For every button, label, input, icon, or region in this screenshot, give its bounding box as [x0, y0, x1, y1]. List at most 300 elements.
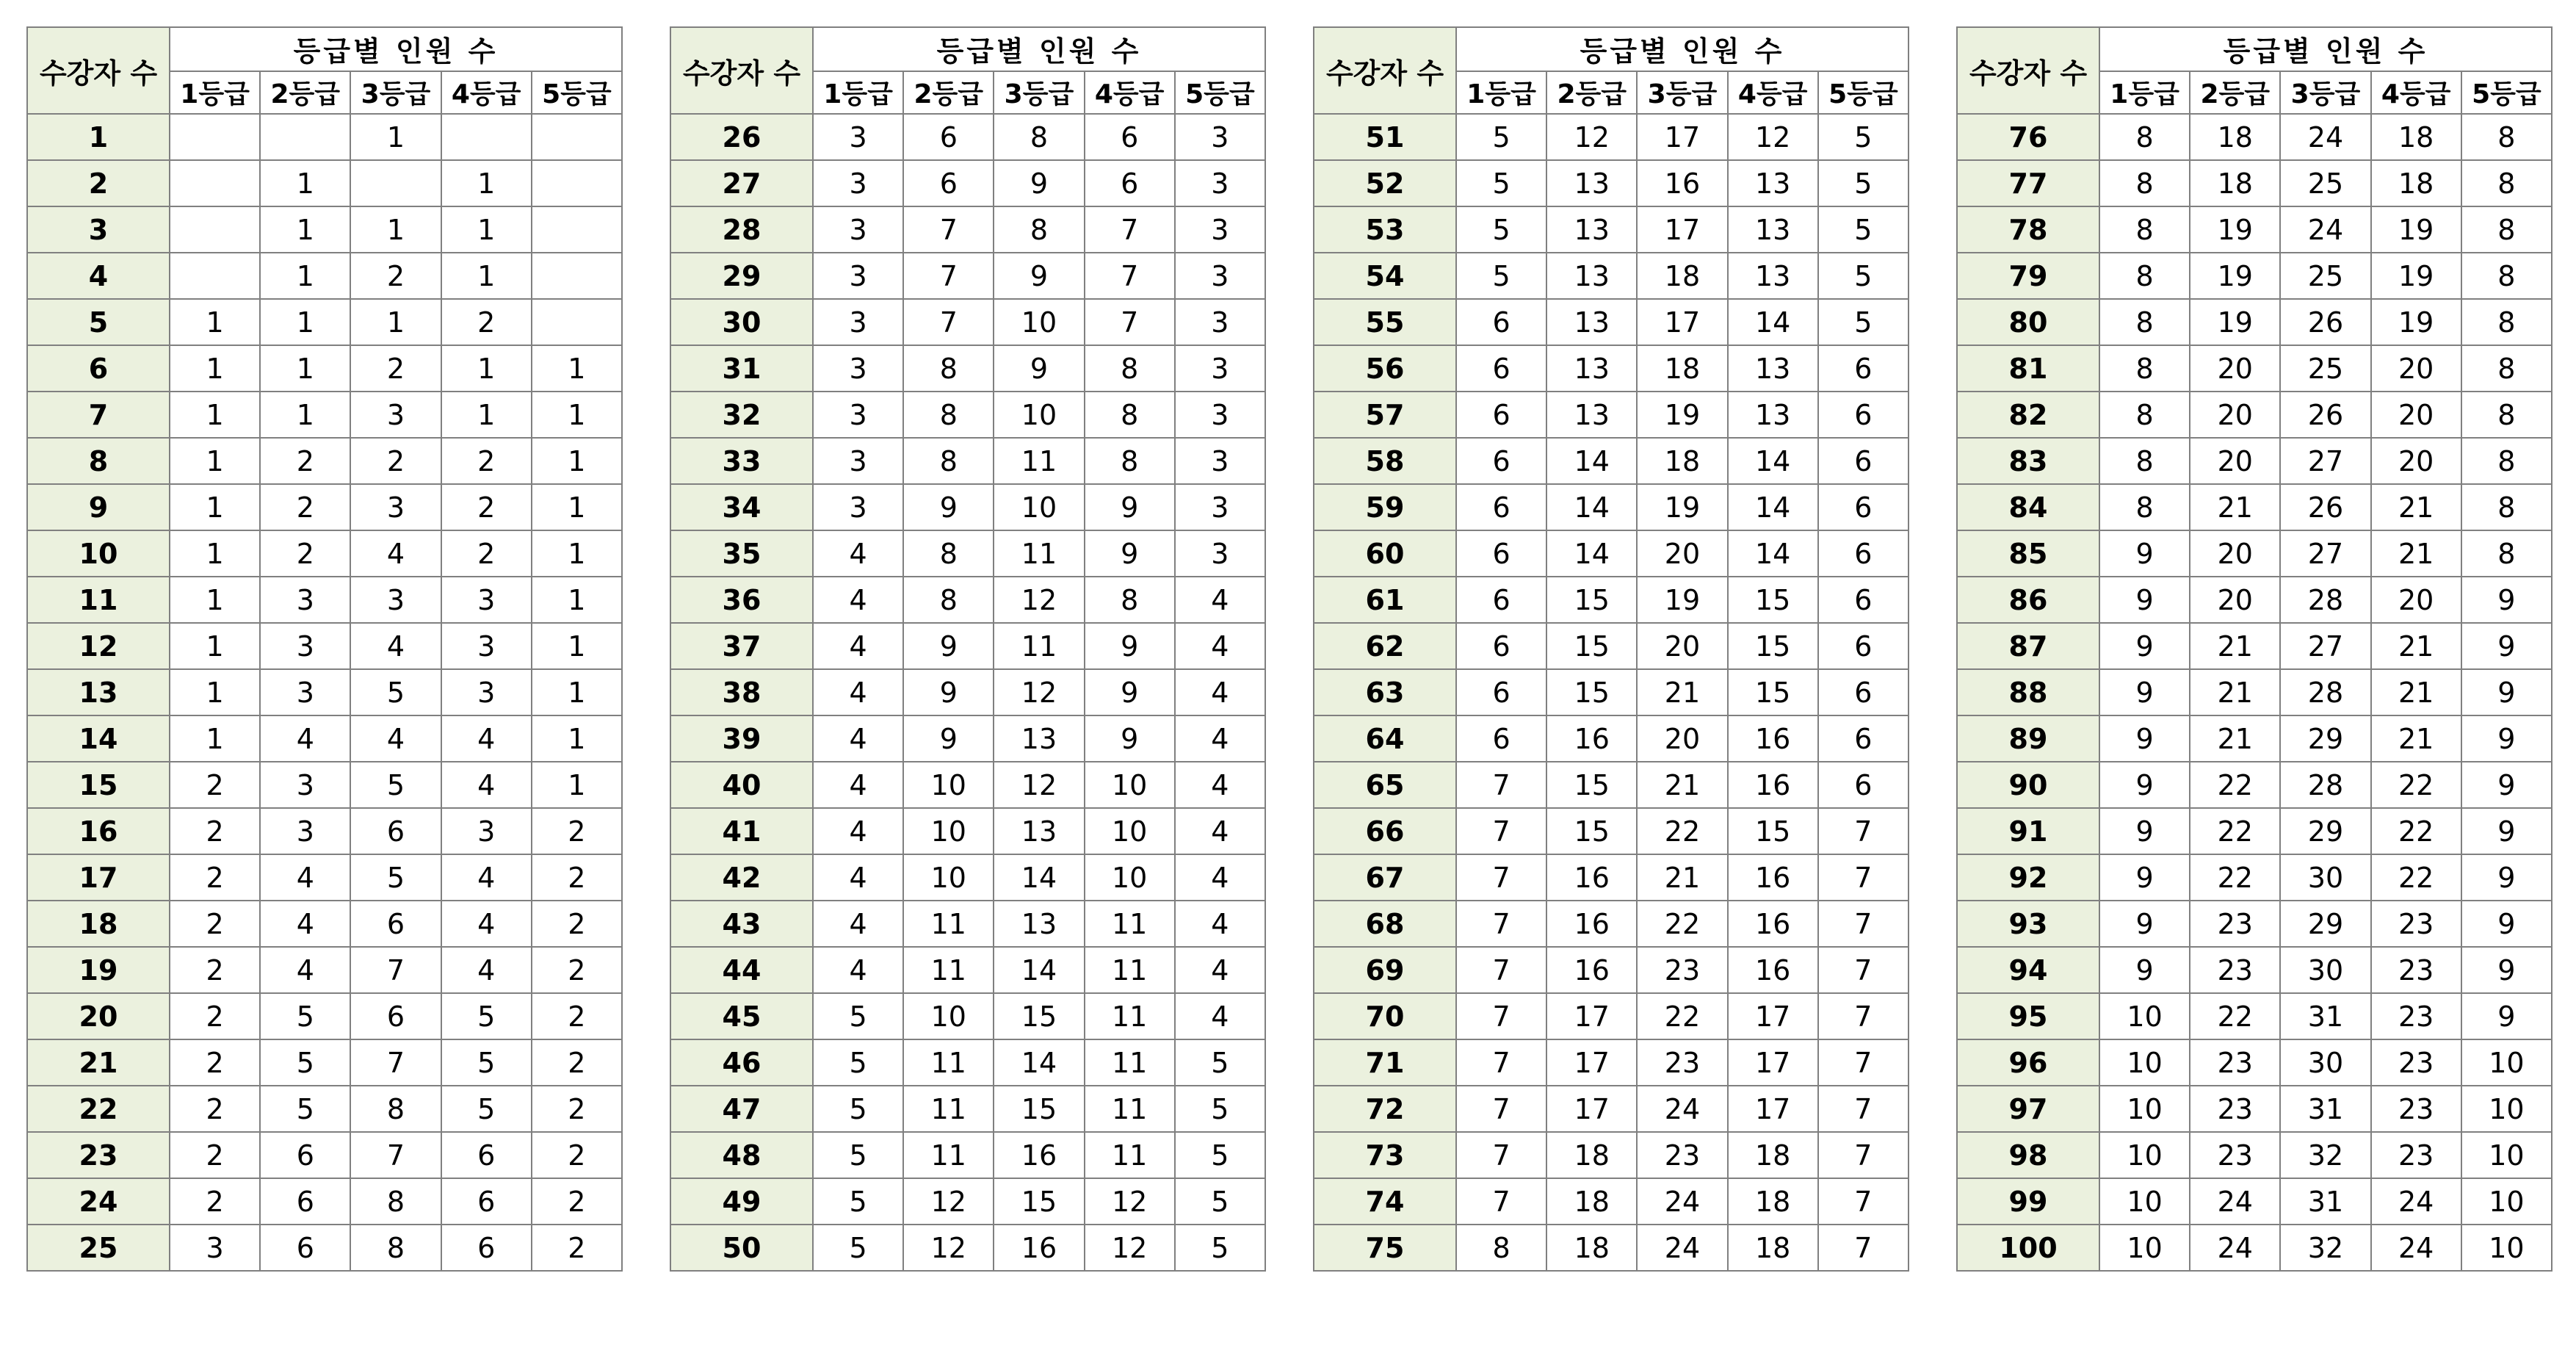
grade-3-count-cell: 29	[2280, 808, 2370, 854]
grade-2-count-cell: 12	[903, 1178, 994, 1225]
grade-5-count-cell: 5	[1818, 299, 1909, 345]
grade-2-count-cell: 20	[2190, 345, 2280, 392]
grade-4-count-cell: 13	[1728, 392, 1818, 438]
grade-4-count-cell: 1	[441, 206, 532, 253]
grade-2-count-cell: 17	[1546, 993, 1637, 1039]
table-row	[1314, 438, 1909, 484]
grade-3-count-cell: 31	[2280, 1086, 2370, 1132]
grade-4-count-cell: 1	[441, 253, 532, 299]
grade-5-count-cell: 5	[1818, 160, 1909, 206]
grade-2-count-cell: 18	[2190, 114, 2280, 160]
grade-3-header: 3등급	[1637, 71, 1727, 114]
student-count-cell: 76	[1957, 114, 2099, 160]
grade-3-count-cell: 6	[350, 808, 441, 854]
table-row	[1314, 854, 1909, 901]
grade-5-count-cell: 9	[2461, 808, 2552, 854]
grade-5-count-cell: 6	[1818, 484, 1909, 530]
grade-3-count-cell: 18	[1637, 438, 1727, 484]
grade-1-count-cell: 2	[170, 808, 260, 854]
grade-4-count-cell: 15	[1728, 669, 1818, 715]
grade-5-count-cell: 1	[532, 484, 622, 530]
grade-3-count-cell: 25	[2280, 160, 2370, 206]
grade-2-count-cell: 8	[903, 438, 994, 484]
grade-4-count-cell: 3	[441, 623, 532, 669]
student-count-cell: 27	[670, 160, 813, 206]
student-count-cell: 69	[1314, 947, 1456, 993]
grade-2-count-cell: 3	[260, 762, 350, 808]
grade-1-count-cell: 7	[1456, 901, 1546, 947]
grade-2-count-cell: 1	[260, 253, 350, 299]
student-count-cell: 92	[1957, 854, 2099, 901]
grade-5-count-cell: 7	[1818, 1039, 1909, 1086]
grade-5-count-cell: 7	[1818, 901, 1909, 947]
grade-2-count-cell: 20	[2190, 530, 2280, 577]
student-count-cell: 31	[670, 345, 813, 392]
student-count-cell: 24	[27, 1178, 170, 1225]
grade-5-count-cell: 3	[1175, 160, 1265, 206]
table-row	[1957, 577, 2552, 623]
grade-2-count-cell: 13	[1546, 206, 1637, 253]
grade-2-count-cell: 10	[903, 808, 994, 854]
grade-5-count-cell: 6	[1818, 623, 1909, 669]
grade-1-count-cell: 4	[813, 577, 903, 623]
grade-4-count-cell: 2	[441, 484, 532, 530]
student-count-cell: 75	[1314, 1225, 1456, 1271]
grade-1-count-cell: 2	[170, 901, 260, 947]
grade-2-count-cell: 17	[1546, 1039, 1637, 1086]
grade-5-count-cell: 6	[1818, 530, 1909, 577]
grade-1-count-cell: 4	[813, 947, 903, 993]
grade-1-count-cell: 8	[1456, 1225, 1546, 1271]
table-row	[1957, 947, 2552, 993]
grade-2-count-cell: 6	[903, 160, 994, 206]
grade-2-count-cell: 12	[1546, 114, 1637, 160]
student-count-cell: 19	[27, 947, 170, 993]
grade-3-count-cell: 8	[350, 1225, 441, 1271]
student-count-cell: 12	[27, 623, 170, 669]
grade-3-count-cell: 27	[2280, 438, 2370, 484]
grade-3-count-cell: 22	[1637, 993, 1727, 1039]
grade-3-count-cell: 23	[1637, 1132, 1727, 1178]
grade-5-count-cell: 7	[1818, 1178, 1909, 1225]
student-count-cell: 99	[1957, 1178, 2099, 1225]
grade-2-count-cell: 15	[1546, 577, 1637, 623]
grade-1-count-cell: 1	[170, 392, 260, 438]
grade-2-count-cell: 5	[260, 993, 350, 1039]
grade-5-count-cell	[532, 206, 622, 253]
grade-3-count-cell: 1	[350, 206, 441, 253]
grade-2-count-cell: 18	[1546, 1178, 1637, 1225]
grade-1-count-cell: 9	[2099, 715, 2190, 762]
grade-4-count-cell: 12	[1085, 1225, 1175, 1271]
grade-5-count-cell: 6	[1818, 345, 1909, 392]
student-count-cell: 94	[1957, 947, 2099, 993]
student-count-cell: 58	[1314, 438, 1456, 484]
grade-4-count-cell: 4	[441, 762, 532, 808]
grade-3-count-cell: 30	[2280, 854, 2370, 901]
grade-2-count-cell: 13	[1546, 345, 1637, 392]
student-count-cell: 52	[1314, 160, 1456, 206]
student-count-cell: 59	[1314, 484, 1456, 530]
grade-2-count-cell: 3	[260, 669, 350, 715]
grade-5-count-cell: 7	[1818, 1086, 1909, 1132]
student-count-cell: 85	[1957, 530, 2099, 577]
student-count-cell: 86	[1957, 577, 2099, 623]
table-row	[670, 345, 1265, 392]
grade-4-count-cell: 9	[1085, 623, 1175, 669]
grade-3-header: 3등급	[350, 71, 441, 114]
grade-1-count-cell: 4	[813, 669, 903, 715]
grade-4-count-cell: 6	[1085, 114, 1175, 160]
grade-1-count-cell: 1	[170, 345, 260, 392]
grade-5-count-cell: 9	[2461, 762, 2552, 808]
grade-5-count-cell: 4	[1175, 762, 1265, 808]
grade-4-count-cell: 21	[2371, 715, 2461, 762]
grade-5-count-cell: 9	[2461, 577, 2552, 623]
table-row	[27, 854, 622, 901]
grade-3-count-cell: 8	[994, 206, 1084, 253]
table-row	[27, 484, 622, 530]
grade-5-header: 5등급	[532, 71, 622, 114]
table-row	[27, 114, 622, 160]
grade-4-count-cell: 23	[2371, 901, 2461, 947]
student-count-cell: 26	[670, 114, 813, 160]
grade-2-count-cell: 16	[1546, 901, 1637, 947]
grade-3-count-cell: 23	[1637, 1039, 1727, 1086]
table-row	[1957, 1225, 2552, 1271]
grade-1-count-cell: 4	[813, 808, 903, 854]
student-count-cell: 53	[1314, 206, 1456, 253]
table-row	[670, 438, 1265, 484]
grade-4-count-cell: 8	[1085, 345, 1175, 392]
student-count-cell: 29	[670, 253, 813, 299]
grade-4-count-cell: 13	[1728, 160, 1818, 206]
student-count-cell: 89	[1957, 715, 2099, 762]
grade-2-count-cell: 1	[260, 392, 350, 438]
grade-4-count-cell: 3	[441, 669, 532, 715]
grade-1-count-cell: 6	[1456, 438, 1546, 484]
grade-1-count-cell: 9	[2099, 669, 2190, 715]
grade-3-count-cell: 18	[1637, 345, 1727, 392]
grade-5-count-cell: 8	[2461, 160, 2552, 206]
grade-2-count-cell: 7	[903, 206, 994, 253]
grade-2-count-cell: 16	[1546, 947, 1637, 993]
student-count-cell: 42	[670, 854, 813, 901]
grade-5-count-cell: 3	[1175, 114, 1265, 160]
grade-4-count-cell: 7	[1085, 206, 1175, 253]
grade-1-count-cell: 8	[2099, 114, 2190, 160]
table-row	[27, 993, 622, 1039]
grade-2-count-cell: 1	[260, 160, 350, 206]
grade-4-count-cell: 1	[441, 345, 532, 392]
grade-5-count-cell: 6	[1818, 762, 1909, 808]
grade-1-count-cell: 6	[1456, 345, 1546, 392]
grade-2-count-cell: 22	[2190, 854, 2280, 901]
grade-5-count-cell: 10	[2461, 1178, 2552, 1225]
grade-5-count-cell: 4	[1175, 577, 1265, 623]
grade-1-count-cell: 2	[170, 1178, 260, 1225]
table-row	[1957, 623, 2552, 669]
grade-2-count-cell: 21	[2190, 484, 2280, 530]
student-count-cell: 56	[1314, 345, 1456, 392]
grade-1-count-cell: 7	[1456, 762, 1546, 808]
grade-2-count-cell: 20	[2190, 438, 2280, 484]
grade-group-header: 등급별 인원 수	[2099, 27, 2552, 71]
table-row	[1314, 669, 1909, 715]
table-row	[27, 715, 622, 762]
grade-2-count-cell: 23	[2190, 947, 2280, 993]
grade-2-count-cell: 15	[1546, 623, 1637, 669]
grade-2-count-cell: 15	[1546, 669, 1637, 715]
grade-3-count-cell: 28	[2280, 577, 2370, 623]
table-row	[1314, 1132, 1909, 1178]
grade-3-count-cell: 26	[2280, 299, 2370, 345]
student-count-cell: 10	[27, 530, 170, 577]
grade-5-count-cell: 7	[1818, 993, 1909, 1039]
grade-5-count-cell: 3	[1175, 484, 1265, 530]
grade-5-count-cell: 1	[532, 530, 622, 577]
table-row	[1957, 669, 2552, 715]
grade-2-count-cell: 14	[1546, 438, 1637, 484]
student-count-cell: 90	[1957, 762, 2099, 808]
grade-2-count-cell: 3	[260, 577, 350, 623]
grade-2-count-cell: 4	[260, 854, 350, 901]
table-row	[1957, 993, 2552, 1039]
student-count-cell: 15	[27, 762, 170, 808]
grade-4-count-cell: 23	[2371, 1086, 2461, 1132]
grade-1-count-cell: 10	[2099, 1225, 2190, 1271]
grade-3-count-cell: 19	[1637, 484, 1727, 530]
grade-3-count-cell: 15	[994, 993, 1084, 1039]
grade-3-count-cell: 10	[994, 392, 1084, 438]
grade-4-count-cell: 9	[1085, 715, 1175, 762]
grade-3-count-cell: 19	[1637, 577, 1727, 623]
grade-2-header: 2등급	[260, 71, 350, 114]
grade-2-count-cell: 23	[2190, 901, 2280, 947]
grade-3-count-cell: 24	[1637, 1225, 1727, 1271]
grade-4-count-cell: 9	[1085, 669, 1175, 715]
grade-1-count-cell: 9	[2099, 808, 2190, 854]
grade-3-count-cell: 1	[350, 299, 441, 345]
grade-5-count-cell: 8	[2461, 299, 2552, 345]
grade-1-header: 1등급	[170, 71, 260, 114]
grade-3-header: 3등급	[994, 71, 1084, 114]
grade-5-count-cell: 1	[532, 715, 622, 762]
grade-4-count-cell: 23	[2371, 1039, 2461, 1086]
grade-3-count-cell: 9	[994, 253, 1084, 299]
student-count-cell: 3	[27, 206, 170, 253]
grade-1-count-cell: 4	[813, 530, 903, 577]
grade-5-count-cell: 8	[2461, 530, 2552, 577]
grade-3-count-cell: 17	[1637, 206, 1727, 253]
grade-4-count-cell: 6	[441, 1132, 532, 1178]
grade-5-count-cell: 7	[1818, 854, 1909, 901]
grade-3-count-cell: 9	[994, 160, 1084, 206]
table-row	[1957, 299, 2552, 345]
grade-4-count-cell: 5	[441, 1039, 532, 1086]
student-count-cell: 2	[27, 160, 170, 206]
grade-1-count-cell: 7	[1456, 808, 1546, 854]
grade-1-count-cell	[170, 160, 260, 206]
grade-4-count-cell: 20	[2371, 392, 2461, 438]
grade-4-count-cell: 14	[1728, 438, 1818, 484]
grade-1-count-cell: 1	[170, 715, 260, 762]
table-row	[27, 577, 622, 623]
grade-5-count-cell: 1	[532, 623, 622, 669]
grade-2-count-cell: 21	[2190, 623, 2280, 669]
grade-1-count-cell: 4	[813, 854, 903, 901]
grade-1-count-cell: 6	[1456, 577, 1546, 623]
grade-5-count-cell: 7	[1818, 1132, 1909, 1178]
grade-3-count-cell: 24	[2280, 114, 2370, 160]
grade-1-count-cell: 2	[170, 1086, 260, 1132]
grade-5-count-cell: 1	[532, 577, 622, 623]
grade-4-count-cell: 5	[441, 993, 532, 1039]
grade-2-count-cell: 1	[260, 206, 350, 253]
grade-5-count-cell: 6	[1818, 438, 1909, 484]
grade-2-count-cell: 23	[2190, 1086, 2280, 1132]
grade-5-count-cell: 3	[1175, 206, 1265, 253]
grade-4-count-cell: 11	[1085, 947, 1175, 993]
grade-3-count-cell: 31	[2280, 993, 2370, 1039]
grade-1-count-cell: 10	[2099, 1086, 2190, 1132]
student-count-cell: 55	[1314, 299, 1456, 345]
student-count-cell: 28	[670, 206, 813, 253]
grade-1-count-cell: 3	[813, 392, 903, 438]
student-count-cell: 30	[670, 299, 813, 345]
student-count-cell: 96	[1957, 1039, 2099, 1086]
grade-3-count-cell: 8	[350, 1086, 441, 1132]
grade-1-count-cell: 3	[170, 1225, 260, 1271]
student-count-cell: 95	[1957, 993, 2099, 1039]
grade-1-count-cell: 7	[1456, 1178, 1546, 1225]
table-row	[1314, 1086, 1909, 1132]
table-row	[670, 530, 1265, 577]
table-row	[27, 1086, 622, 1132]
grade-group-header: 등급별 인원 수	[170, 27, 622, 71]
table-row	[1957, 160, 2552, 206]
grade-3-count-cell: 4	[350, 530, 441, 577]
grade-2-count-cell: 4	[260, 947, 350, 993]
grade-1-count-cell: 10	[2099, 1039, 2190, 1086]
grade-3-count-cell: 26	[2280, 392, 2370, 438]
grade-5-count-cell: 1	[532, 669, 622, 715]
grade-3-count-cell: 12	[994, 577, 1084, 623]
grade-3-count-cell: 3	[350, 484, 441, 530]
grade-5-count-cell: 2	[532, 901, 622, 947]
table-row	[1314, 762, 1909, 808]
table-row	[1314, 253, 1909, 299]
grade-2-count-cell	[260, 114, 350, 160]
grade-3-count-cell: 11	[994, 438, 1084, 484]
grade-2-count-cell: 23	[2190, 1132, 2280, 1178]
grade-2-count-cell: 23	[2190, 1039, 2280, 1086]
table-row	[27, 253, 622, 299]
grade-4-count-cell: 13	[1728, 206, 1818, 253]
grade-5-count-cell: 9	[2461, 669, 2552, 715]
grade-5-count-cell: 3	[1175, 345, 1265, 392]
table-row	[1957, 484, 2552, 530]
grade-2-count-cell: 2	[260, 438, 350, 484]
grade-1-count-cell: 8	[2099, 206, 2190, 253]
grade-2-count-cell: 5	[260, 1039, 350, 1086]
grade-5-count-cell: 5	[1175, 1039, 1265, 1086]
grade-2-count-cell: 14	[1546, 530, 1637, 577]
students-header: 수강자 수	[27, 27, 170, 114]
grade-4-count-cell: 2	[441, 299, 532, 345]
grade-2-count-cell: 8	[903, 345, 994, 392]
student-count-cell: 17	[27, 854, 170, 901]
grade-4-count-cell: 18	[1728, 1132, 1818, 1178]
grade-5-header: 5등급	[1818, 71, 1909, 114]
grade-3-count-cell: 2	[350, 438, 441, 484]
grade-4-count-cell: 16	[1728, 854, 1818, 901]
grade-1-count-cell: 1	[170, 484, 260, 530]
student-count-cell: 98	[1957, 1132, 2099, 1178]
student-count-cell: 71	[1314, 1039, 1456, 1086]
grade-5-count-cell: 7	[1818, 1225, 1909, 1271]
student-count-cell: 64	[1314, 715, 1456, 762]
student-count-cell: 61	[1314, 577, 1456, 623]
grade-2-count-cell: 6	[260, 1225, 350, 1271]
student-count-cell: 40	[670, 762, 813, 808]
grade-1-count-cell: 3	[813, 484, 903, 530]
grade-1-count-cell: 4	[813, 762, 903, 808]
grade-3-count-cell: 15	[994, 1086, 1084, 1132]
grade-2-count-cell: 21	[2190, 669, 2280, 715]
grade-3-count-cell: 17	[1637, 114, 1727, 160]
grade-4-count-cell: 11	[1085, 901, 1175, 947]
grade-4-count-cell: 16	[1728, 901, 1818, 947]
grade-3-count-cell: 9	[994, 345, 1084, 392]
table-row	[27, 392, 622, 438]
grade-3-count-cell: 13	[994, 715, 1084, 762]
grade-3-count-cell: 12	[994, 669, 1084, 715]
grade-3-count-cell: 4	[350, 715, 441, 762]
table-row	[1314, 993, 1909, 1039]
grade-4-count-cell: 23	[2371, 993, 2461, 1039]
grade-4-count-cell: 3	[441, 577, 532, 623]
grade-1-count-cell: 1	[170, 577, 260, 623]
table-row	[670, 206, 1265, 253]
grade-4-count-cell: 15	[1728, 623, 1818, 669]
table-row	[27, 808, 622, 854]
grade-2-count-cell: 4	[260, 901, 350, 947]
grade-2-count-cell: 11	[903, 901, 994, 947]
grade-3-count-cell: 21	[1637, 669, 1727, 715]
grade-5-count-cell: 5	[1175, 1178, 1265, 1225]
grade-4-count-cell: 20	[2371, 438, 2461, 484]
grade-4-count-cell: 14	[1728, 299, 1818, 345]
grade-1-count-cell: 7	[1456, 1039, 1546, 1086]
grade-2-count-cell: 10	[903, 854, 994, 901]
grade-1-count-cell: 9	[2099, 947, 2190, 993]
table-row	[27, 1039, 622, 1086]
table-row	[27, 160, 622, 206]
grade-1-count-cell: 6	[1456, 715, 1546, 762]
grade-4-count-cell: 16	[1728, 947, 1818, 993]
grade-5-header: 5등급	[1175, 71, 1265, 114]
grade-1-count-cell: 10	[2099, 1132, 2190, 1178]
grade-4-count-cell: 18	[2371, 114, 2461, 160]
table-row	[27, 762, 622, 808]
table-row	[670, 901, 1265, 947]
grade-4-count-cell: 17	[1728, 1086, 1818, 1132]
grade-5-count-cell: 8	[2461, 484, 2552, 530]
grade-4-count-cell: 24	[2371, 1178, 2461, 1225]
grade-1-count-cell: 9	[2099, 901, 2190, 947]
student-count-cell: 93	[1957, 901, 2099, 947]
